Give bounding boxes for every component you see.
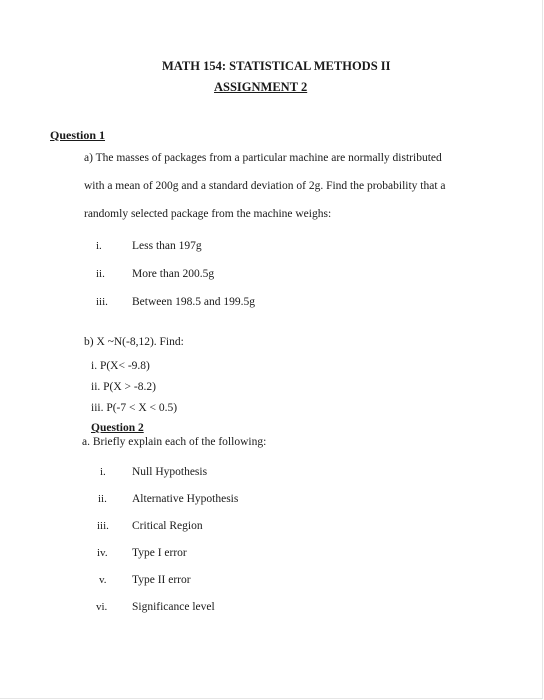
q2-item-6: Significance level <box>132 601 215 613</box>
q2a-intro: a. Briefly explain each of the following: <box>82 436 267 448</box>
q2-item-2: Alternative Hypothesis <box>132 493 239 505</box>
q1b-intro: b) X ~N(-8,12). Find: <box>84 336 184 348</box>
q2-item-3-number: iii. <box>97 520 109 532</box>
question-2-heading: Question 2 <box>91 422 144 434</box>
q2-item-1: Null Hypothesis <box>132 466 208 478</box>
course-title: MATH 154: STATISTICAL METHODS II <box>162 59 391 73</box>
q1b-item-2: ii. P(X > -8.2) <box>91 381 156 393</box>
q2-item-6-number: vi. <box>96 601 108 613</box>
q1b-item-1: i. P(X< -9.8) <box>91 360 150 372</box>
q1a-line-2: with a mean of 200g and a standard deviation of 2g. Find the probability that a <box>84 180 446 192</box>
q1a-item-2: More than 200.5g <box>132 268 215 280</box>
q1a-item-1: Less than 197g <box>132 240 202 252</box>
q1a-item-3: Between 198.5 and 199.5g <box>132 296 255 308</box>
q2-item-2-number: ii. <box>98 493 107 505</box>
assignment-title: ASSIGNMENT 2 <box>214 80 308 94</box>
q1a-item-3-number: iii. <box>96 296 108 308</box>
q1a-line-1: a) The masses of packages from a particular machine are normally distributed <box>84 152 442 164</box>
q2-item-5: Type II error <box>132 574 191 586</box>
q1a-item-2-number: ii. <box>96 268 105 280</box>
q2-item-4: Type I error <box>132 547 187 559</box>
q1a-item-1-number: i. <box>96 240 102 252</box>
q1b-item-3: iii. P(-7 < X < 0.5) <box>91 402 178 414</box>
question-1-heading: Question 1 <box>50 128 106 142</box>
q2-item-4-number: iv. <box>97 547 108 559</box>
q2-item-1-number: i. <box>100 466 106 478</box>
q2-item-5-number: v. <box>99 574 107 586</box>
q2-item-3: Critical Region <box>132 520 203 532</box>
q1a-line-3: randomly selected package from the machine weighs: <box>84 208 332 220</box>
